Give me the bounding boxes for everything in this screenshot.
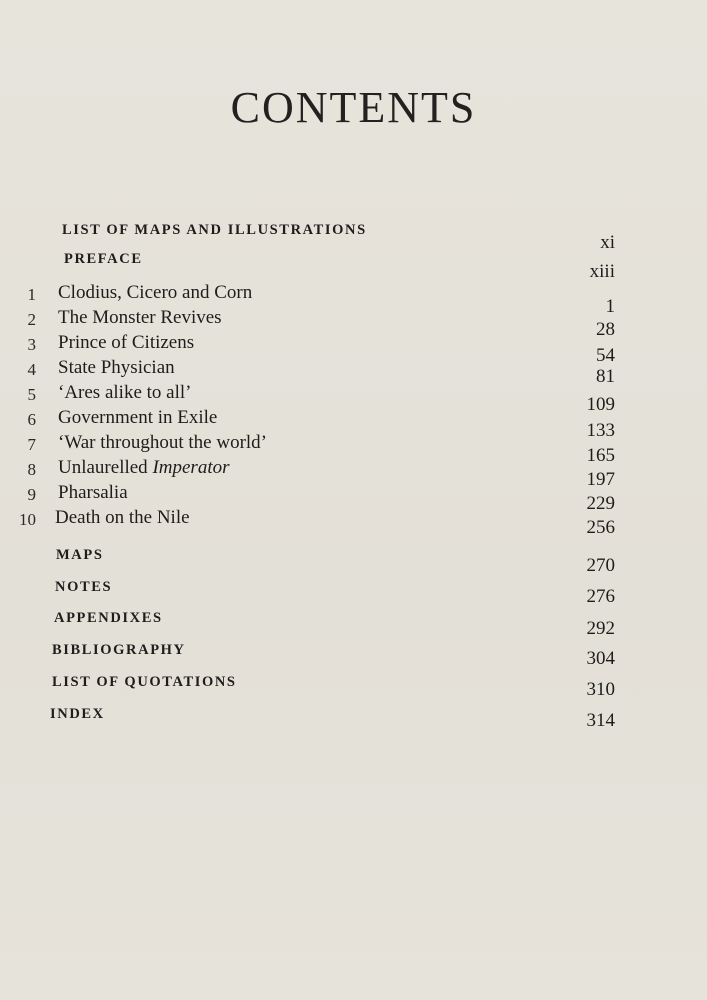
toc-entry-page: 314 bbox=[586, 710, 615, 731]
chapter-number: 1 bbox=[27, 285, 36, 304]
chapter-title: Clodius, Cicero and Corn bbox=[58, 282, 253, 303]
toc-entry-label: LIST OF MAPS AND ILLUSTRATIONS bbox=[62, 222, 367, 238]
chapter-title: ‘Ares alike to all’ bbox=[58, 382, 192, 403]
toc-entry-label: BIBLIOGRAPHY bbox=[52, 642, 186, 658]
chapter-number: 7 bbox=[27, 435, 36, 454]
chapter-title: Prince of Citizens bbox=[58, 332, 195, 353]
toc-chapter bbox=[0, 407, 707, 441]
chapter-page: 256 bbox=[586, 517, 615, 538]
chapter-number: 4 bbox=[27, 360, 36, 379]
chapter-page: 229 bbox=[586, 493, 615, 514]
chapter-number: 6 bbox=[27, 410, 36, 429]
toc-chapter bbox=[0, 382, 707, 415]
toc-entry-page: 276 bbox=[586, 586, 615, 607]
chapter-title-text: Unlaurelled bbox=[58, 457, 148, 478]
toc-entry-page: 270 bbox=[586, 555, 615, 576]
chapter-title: ‘War throughout the world’ bbox=[58, 432, 267, 453]
toc-chapter bbox=[0, 282, 707, 317]
chapter-title: Government in Exile bbox=[58, 407, 218, 428]
toc-entry-label: APPENDIXES bbox=[54, 610, 163, 626]
chapter-title bbox=[58, 457, 230, 479]
page-title: CONTENTS bbox=[230, 83, 477, 132]
chapter-page: 81 bbox=[596, 366, 615, 387]
chapter-page: 197 bbox=[586, 469, 615, 490]
toc-entry-page: xi bbox=[600, 232, 615, 253]
chapter-title: The Monster Revives bbox=[58, 307, 222, 328]
chapter-number: 3 bbox=[27, 335, 36, 354]
chapter-title: Death on the Nile bbox=[55, 507, 190, 528]
toc-entry-label: NOTES bbox=[55, 579, 113, 595]
toc-entry-label: LIST OF QUOTATIONS bbox=[52, 674, 237, 690]
chapter-page: 165 bbox=[586, 445, 615, 466]
chapter-number: 10 bbox=[19, 510, 36, 529]
chapter-number: 2 bbox=[27, 310, 36, 329]
toc-chapter bbox=[0, 507, 707, 538]
toc-chapter bbox=[0, 432, 707, 466]
toc-entry-list-of-maps bbox=[0, 222, 707, 253]
toc-entry-index bbox=[0, 706, 707, 732]
toc-entry-label: INDEX bbox=[50, 706, 105, 722]
chapter-number: 8 bbox=[27, 460, 36, 479]
toc-entry-bibliography bbox=[0, 642, 707, 668]
chapter-page: 54 bbox=[596, 345, 615, 366]
toc-chapter bbox=[0, 457, 707, 490]
chapter-title: State Physician bbox=[58, 357, 175, 378]
toc-chapter bbox=[0, 482, 707, 514]
chapter-title-italic: Imperator bbox=[152, 457, 230, 478]
toc-entry-maps bbox=[0, 547, 707, 576]
chapter-page: 109 bbox=[586, 394, 615, 415]
toc-entry-list-of-quotations bbox=[0, 674, 707, 700]
toc-entry-label: PREFACE bbox=[64, 251, 143, 267]
chapter-page: 28 bbox=[596, 319, 615, 340]
toc-entry-page: 304 bbox=[586, 648, 615, 669]
toc-entry-page: 310 bbox=[586, 679, 615, 700]
toc-entry-label: MAPS bbox=[56, 547, 104, 563]
toc-chapter bbox=[0, 357, 707, 387]
chapter-title: Pharsalia bbox=[58, 482, 128, 503]
toc-entry-notes bbox=[0, 579, 707, 605]
toc-entry-page: 292 bbox=[586, 618, 615, 639]
chapter-page: 133 bbox=[586, 420, 615, 441]
chapter-number: 9 bbox=[27, 485, 36, 504]
chapter-number: 5 bbox=[27, 385, 36, 404]
toc-entry-page: xiii bbox=[589, 261, 615, 282]
chapter-page: 1 bbox=[605, 296, 615, 317]
toc-entry-appendixes bbox=[0, 610, 707, 639]
toc-entry-preface bbox=[0, 251, 707, 282]
toc-chapter bbox=[0, 332, 707, 366]
toc-chapter bbox=[0, 307, 707, 340]
